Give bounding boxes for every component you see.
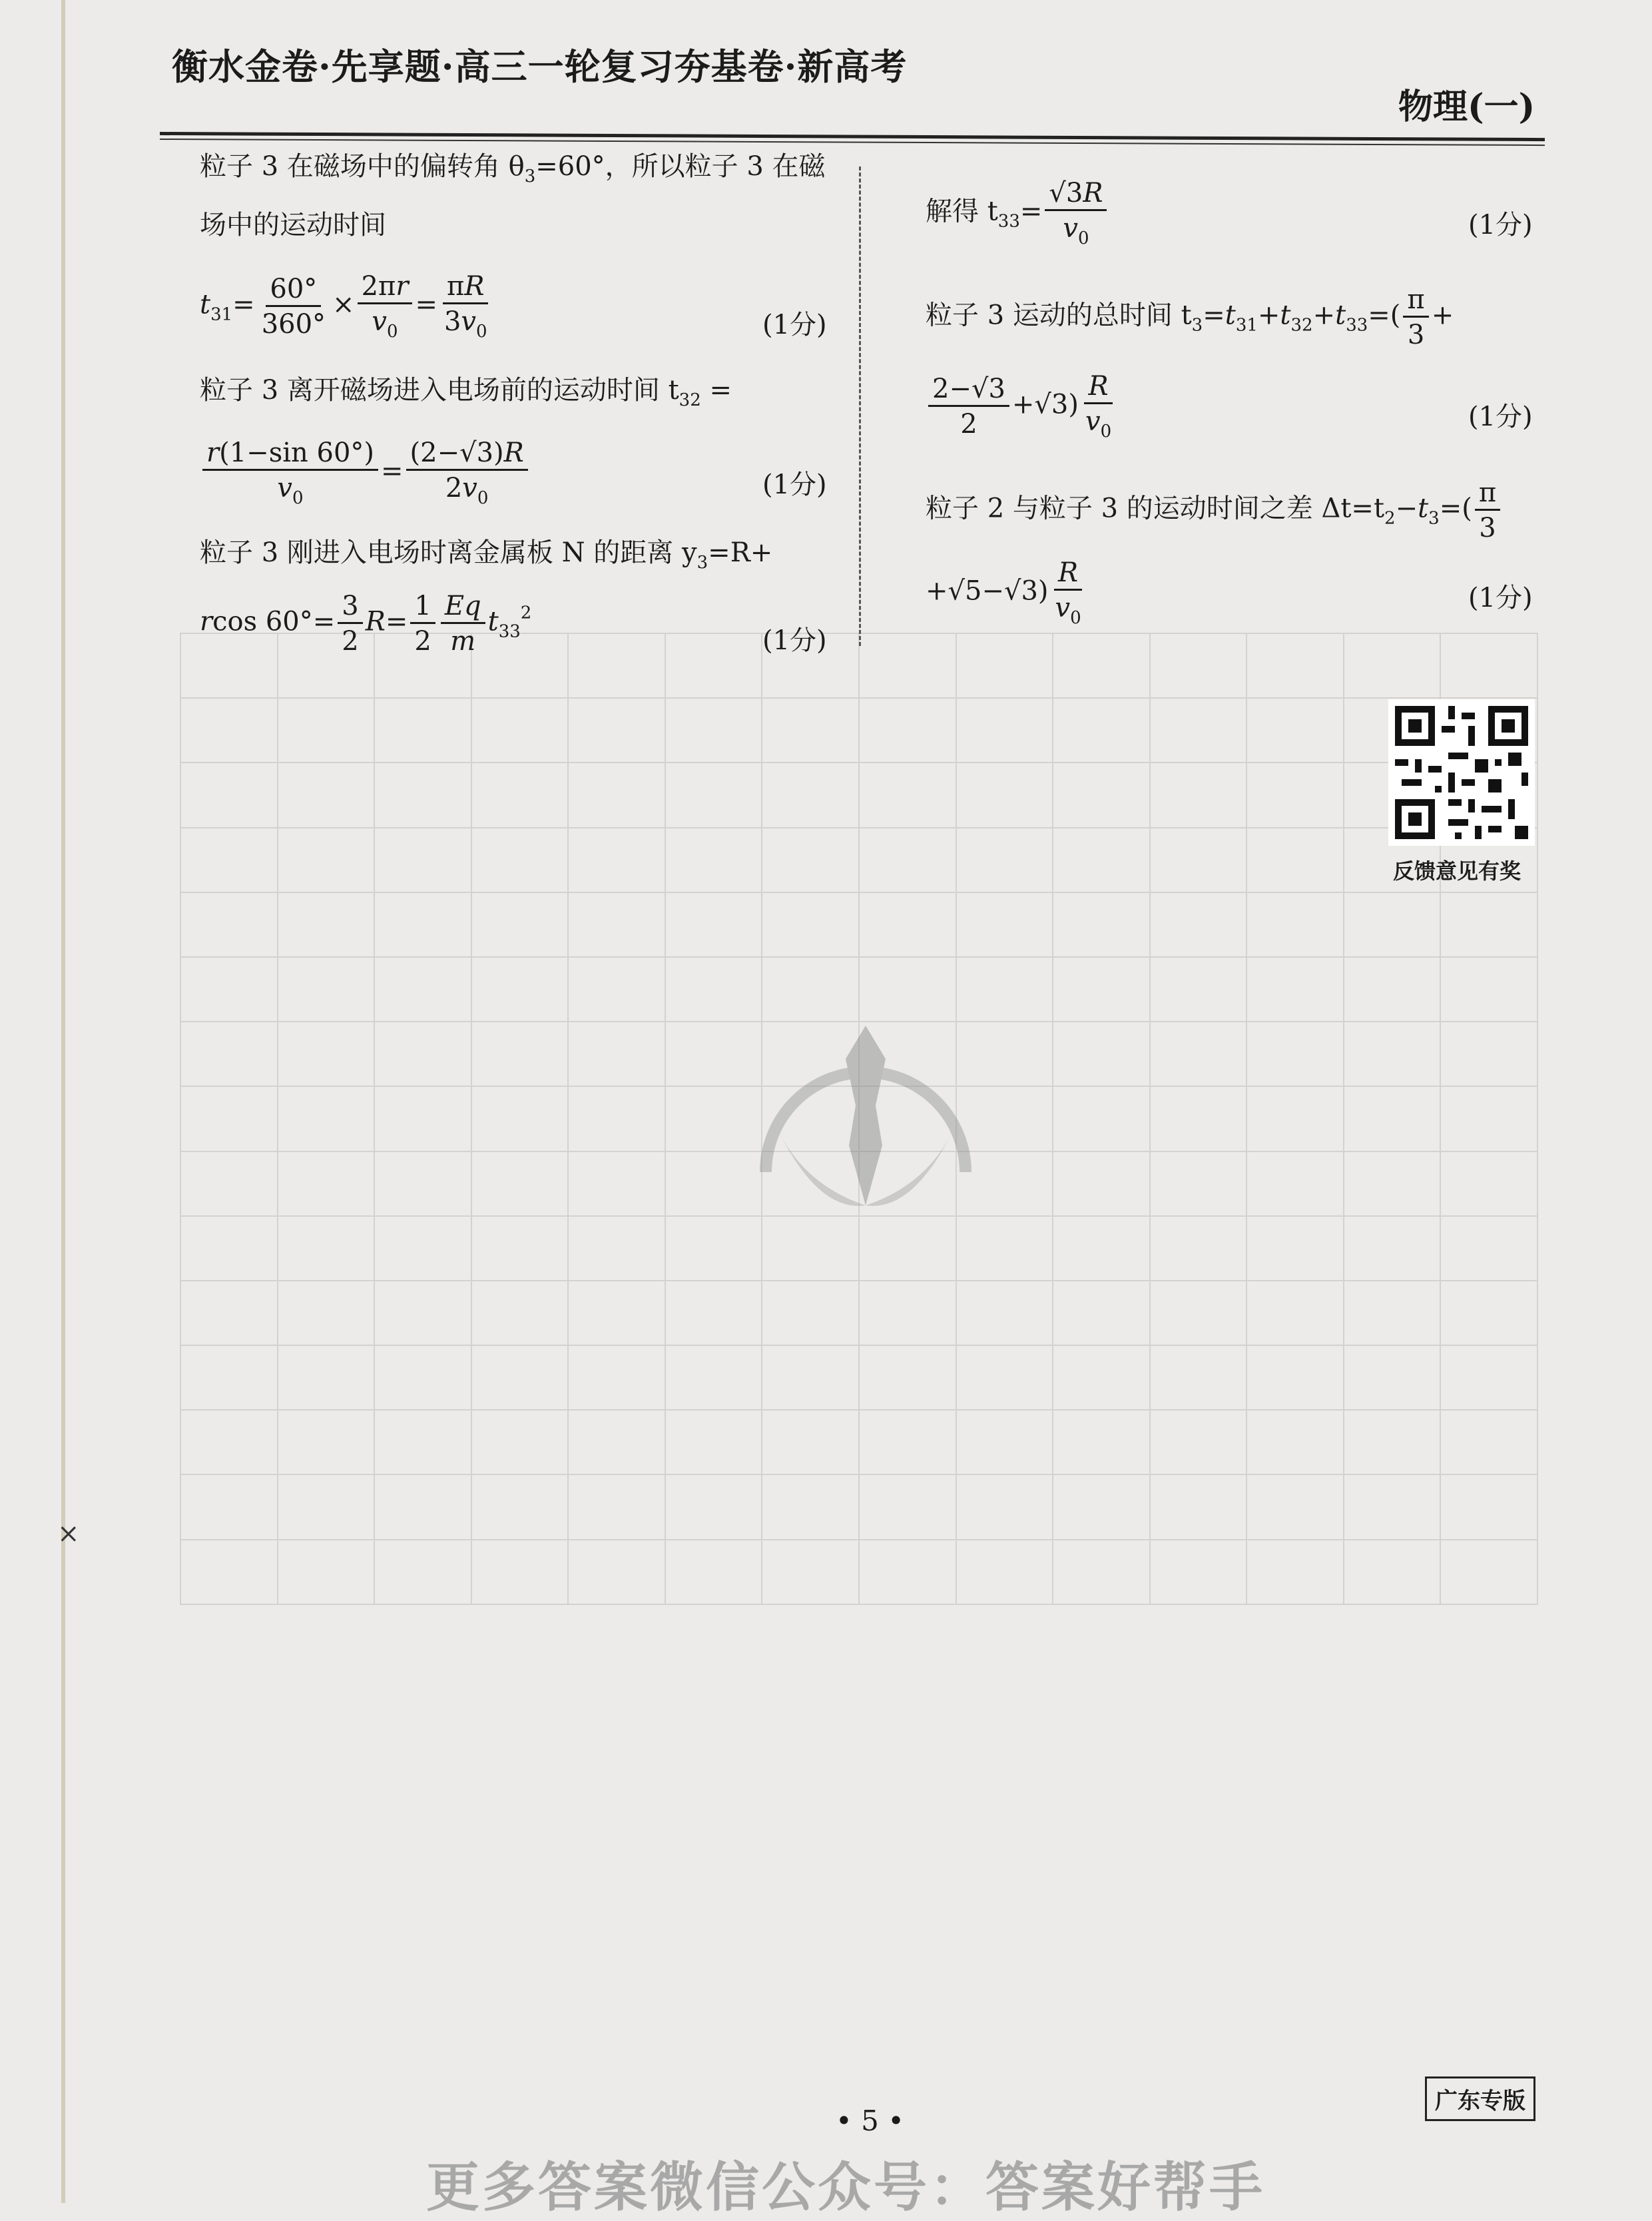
right-diff: 粒子 2 与粒子 3 的运动时间之差 $\Delta t=t_2-t_3=$( $\frac{\pi}{3}$ (926, 479, 1503, 541)
edition-badge: 广东专版 (1425, 2076, 1535, 2121)
score-4: (1分) (1468, 210, 1533, 240)
left-p1-cont: 场中的运动时间 (200, 210, 386, 240)
header-title: 衡水金卷·先享题·高三一轮复习夯基卷·新高考 (172, 45, 908, 88)
column-divider (859, 166, 861, 646)
qr-code-icon[interactable] (1388, 699, 1535, 846)
formula-y3: rcos 60°= $\frac{3}{2}$ R= $\frac{1}{2}$ $\frac{Eq}{m}$ $t_{33}^2$ (200, 591, 532, 657)
page-number: • 5 • (836, 2104, 904, 2137)
header-subject: 物理(一) (1398, 87, 1535, 127)
binding-mark: × (57, 1518, 80, 1549)
score-5: (1分) (1468, 402, 1533, 432)
binding-line (61, 0, 65, 2203)
score-6: (1分) (1468, 583, 1533, 613)
watermark-emblem-icon (739, 1012, 992, 1225)
footer-promo-banner: 更多答案微信公众号：答案好帮手 (426, 2156, 1265, 2218)
score-3: (1分) (762, 625, 827, 656)
right-total: 粒子 3 运动的总时间 $t_3=t_{31}+t_{32}+t_{33}=$( $\frac{\pi}{3}$ + (926, 284, 1454, 350)
formula-t31: $t_{31}=$ $\frac{60^\circ}{360^\circ}$ × $\frac{2\pi r}{v_0}$ = $\frac{\pi R}{3v_0}$ (200, 271, 487, 342)
score-1: (1分) (762, 310, 827, 340)
score-2: (1分) (762, 470, 827, 500)
formula-diff: +√5−√3) $\frac{R}{v_0}$ (926, 557, 1081, 628)
left-p5: 粒子 3 刚进入电场时离金属板 N 的距离 $y_3=R+$ (200, 537, 773, 573)
left-p3: 粒子 3 离开磁场进入电场前的运动时间 $t_{32}$ = (200, 375, 732, 410)
formula-t33: 解得 $t_{33}=$ $\frac{√3R}{v_0}$ (926, 180, 1109, 247)
left-p1: 粒子 3 在磁场中的偏转角 $\theta_3=60^\circ$，所以粒子 3 在磁 (200, 151, 826, 186)
formula-total: $\frac{2-√3}{2}$ +√3) $\frac{R}{v_0}$ (926, 373, 1118, 440)
formula-t32: $\frac{r(1-\sin 60^\circ)}{v_0}$ = $\frac{(2-√3)R}{2v_0}$ (200, 440, 531, 507)
qr-caption: 反馈意见有奖 (1393, 858, 1521, 884)
